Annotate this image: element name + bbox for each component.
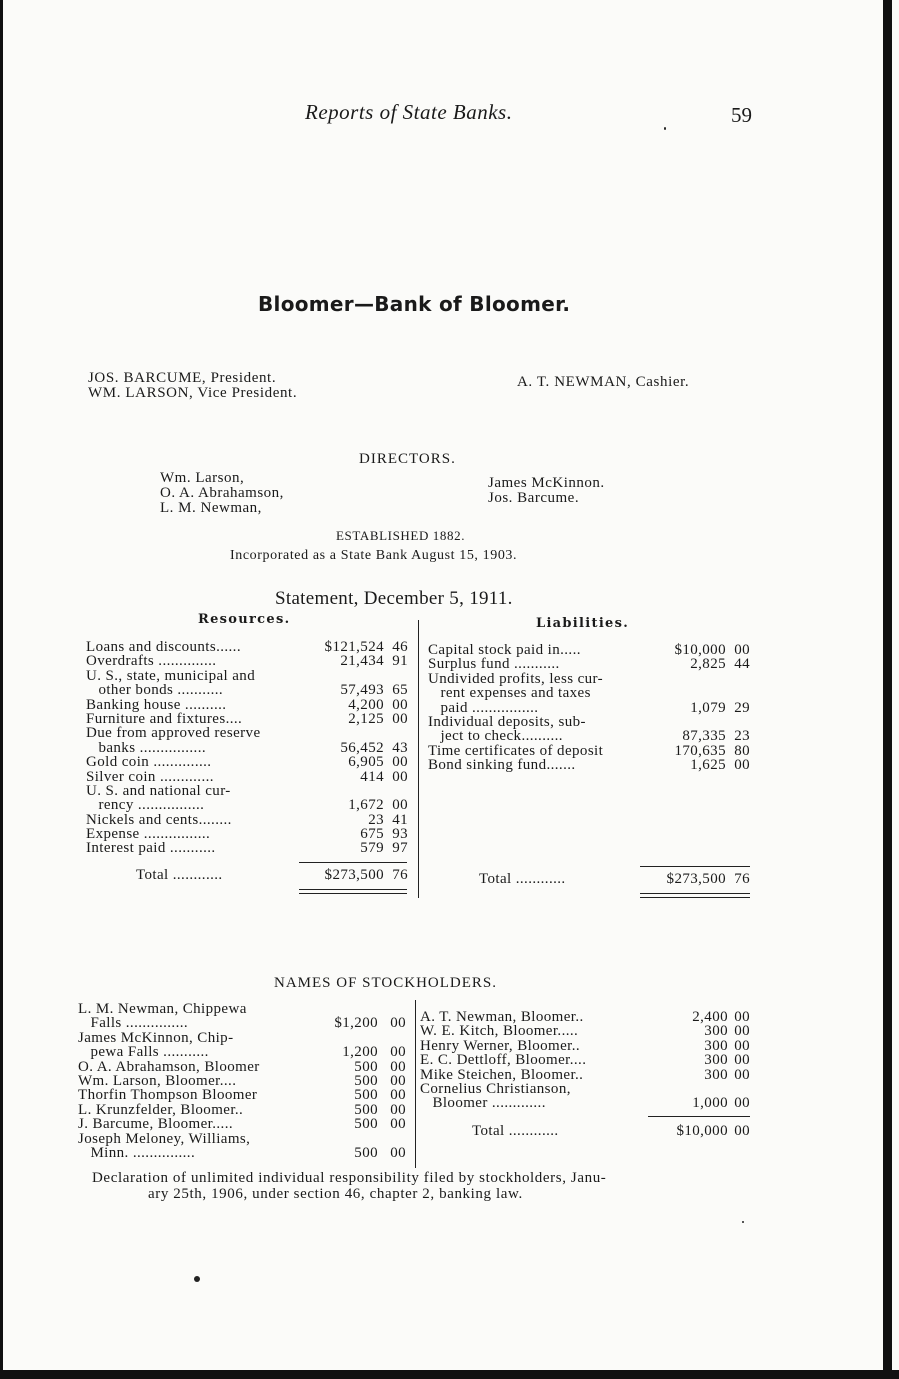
ledger-label: Undivided profits, less cur- xyxy=(428,670,604,687)
stockholders-left-list xyxy=(78,1002,408,1160)
ledger-label: Overdrafts .............. xyxy=(86,653,217,670)
resources-total-label: Total ............ xyxy=(136,867,223,883)
ledger-row xyxy=(428,715,754,729)
ledger-cents: 00 xyxy=(734,1009,750,1025)
ledger-row xyxy=(78,1074,408,1088)
ledger-amount: 300 xyxy=(704,1023,728,1040)
ledger-label: Due from approved reserve xyxy=(86,725,261,742)
liabilities-total-cents: 76 xyxy=(734,871,750,887)
bank-title: Bloomer—Bank of Bloomer. xyxy=(258,292,571,316)
stockholders-total-amount: $10,000 xyxy=(676,1123,728,1139)
ledger-label: Interest paid ........... xyxy=(86,840,216,857)
ledger-label: Bond sinking fund....... xyxy=(428,757,576,774)
ledger-amount: 414 xyxy=(360,768,384,785)
ledger-label: paid ................ xyxy=(428,699,539,716)
ledger-row xyxy=(420,1039,750,1053)
ledger-amount: 500 xyxy=(354,1116,378,1133)
ledger-cents: 43 xyxy=(392,739,408,756)
ledger-label: E. C. Dettloff, Bloomer.... xyxy=(420,1052,587,1069)
ledger-cents: 00 xyxy=(734,1052,750,1069)
ledger-amount: $1,200 xyxy=(334,1015,378,1032)
ledger-amount: 500 xyxy=(354,1087,378,1104)
ledger-row xyxy=(86,798,412,812)
declaration-line-1: Declaration of unlimited individual responsibility filed by stockholders, Janu- xyxy=(92,1170,607,1186)
ledger-cents: 00 xyxy=(392,710,408,727)
ledger-label: Bloomer ............. xyxy=(420,1095,546,1112)
ledger-row xyxy=(86,654,412,668)
officer-cashier: A. T. NEWMAN, Cashier. xyxy=(517,374,690,390)
ledger-row xyxy=(78,1088,408,1102)
ledger-cents: 65 xyxy=(392,682,408,699)
ledger-label: Time certificates of deposit xyxy=(428,742,604,759)
liabilities-total-label: Total ............ xyxy=(479,871,566,887)
ledger-amount: 1,200 xyxy=(342,1044,378,1061)
ink-speck xyxy=(194,1276,200,1282)
ledger-row xyxy=(420,1010,750,1024)
ledger-cents: 00 xyxy=(734,1037,750,1054)
ledger-cents: 41 xyxy=(392,811,408,828)
stockholders-heading: NAMES OF STOCKHOLDERS. xyxy=(274,975,498,991)
ledger-cents: 00 xyxy=(734,1023,750,1040)
ledger-cents: 00 xyxy=(392,797,408,814)
ledger-row xyxy=(86,698,412,712)
ledger-row xyxy=(78,1103,408,1117)
ledger-cents: 00 xyxy=(390,1058,406,1075)
ledger-row xyxy=(78,1146,408,1160)
ledger-cents: 44 xyxy=(734,656,750,673)
ledger-amount: 56,452 xyxy=(340,739,384,756)
liabilities-list xyxy=(428,643,754,773)
ledger-label: Surplus fund ........... xyxy=(428,656,560,673)
ledger-amount: 170,635 xyxy=(674,742,726,759)
ledger-cents: 00 xyxy=(734,757,750,774)
ledger-label: other bonds ........... xyxy=(86,682,224,699)
scan-edge-right xyxy=(883,0,892,1379)
resources-heading: Resources. xyxy=(198,612,291,627)
ledger-label: Furniture and fixtures.... xyxy=(86,710,243,727)
ledger-row xyxy=(78,1016,408,1030)
ledger-cents: 00 xyxy=(392,696,408,713)
resources-total-rule-double xyxy=(299,889,407,890)
ledger-amount: 1,079 xyxy=(690,699,726,716)
ledger-amount: $121,524 xyxy=(324,639,384,655)
ledger-amount: 2,400 xyxy=(692,1009,728,1025)
statement-column-divider xyxy=(418,620,419,898)
ledger-cents: 80 xyxy=(734,742,750,759)
liabilities-heading: Liabilities. xyxy=(536,616,630,631)
ledger-row xyxy=(428,744,754,758)
ledger-amount: 87,335 xyxy=(682,728,726,745)
ledger-row xyxy=(86,669,412,683)
liabilities-total-rule-top xyxy=(640,866,750,867)
ledger-amount: 1,000 xyxy=(692,1095,728,1112)
ledger-row xyxy=(78,1132,408,1146)
ledger-label: Wm. Larson, Bloomer.... xyxy=(78,1072,237,1089)
ledger-amount: 300 xyxy=(704,1052,728,1069)
ledger-row xyxy=(86,726,412,740)
liabilities-total-rule-double xyxy=(640,893,750,894)
ledger-label: banks ................ xyxy=(86,739,206,756)
ledger-row xyxy=(420,1068,750,1082)
incorporated-line: Incorporated as a State Bank August 15, 1903. xyxy=(230,548,518,563)
ledger-row xyxy=(86,784,412,798)
established-line: ESTABLISHED 1882. xyxy=(336,528,466,543)
ledger-cents: 00 xyxy=(390,1101,406,1118)
ledger-label: Cornelius Christianson, xyxy=(420,1080,571,1097)
ledger-label: Joseph Meloney, Williams, xyxy=(78,1130,251,1147)
ledger-cents: 29 xyxy=(734,699,750,716)
ledger-label: Banking house .......... xyxy=(86,696,227,713)
ledger-cents: 00 xyxy=(390,1087,406,1104)
ink-speck xyxy=(742,1221,744,1223)
ledger-amount: 4,200 xyxy=(348,696,384,713)
ledger-label: rency ................ xyxy=(86,797,205,814)
ledger-amount: 57,493 xyxy=(340,682,384,699)
ledger-row xyxy=(428,758,754,772)
officer-vice-president: WM. LARSON, Vice President. xyxy=(88,385,298,401)
ledger-cents: 91 xyxy=(392,653,408,670)
ledger-cents: 93 xyxy=(392,826,408,843)
ledger-row xyxy=(86,683,412,697)
officer-president: JOS. BARCUME, President. xyxy=(88,370,277,386)
ledger-label: Thorfin Thompson Bloomer xyxy=(78,1087,258,1104)
ledger-amount: 500 xyxy=(354,1072,378,1089)
ledger-amount: 579 xyxy=(360,840,384,857)
page-number: 59 xyxy=(731,103,752,127)
ledger-cents: 00 xyxy=(392,768,408,785)
ledger-label: ject to check.......... xyxy=(428,728,563,745)
ledger-row xyxy=(86,841,412,855)
ledger-row xyxy=(420,1096,750,1110)
stockholders-column-divider xyxy=(415,1000,416,1168)
ledger-row xyxy=(420,1024,750,1038)
ledger-row xyxy=(86,755,412,769)
ledger-amount: 500 xyxy=(354,1101,378,1118)
ledger-row xyxy=(86,712,412,726)
director-name: Jos. Barcume. xyxy=(488,490,580,506)
ledger-cents: 00 xyxy=(390,1015,406,1032)
ledger-row xyxy=(86,827,412,841)
ledger-cents: 00 xyxy=(390,1044,406,1061)
ledger-label: W. E. Kitch, Bloomer..... xyxy=(420,1023,579,1040)
ledger-row xyxy=(428,686,754,700)
ledger-cents: 00 xyxy=(734,642,750,658)
ledger-label: U. S., state, municipal and xyxy=(86,667,256,684)
ledger-label: Gold coin .............. xyxy=(86,754,212,771)
ledger-cents: 00 xyxy=(392,754,408,771)
ledger-amount: 300 xyxy=(704,1037,728,1054)
ledger-amount: 500 xyxy=(354,1144,378,1161)
ledger-row xyxy=(86,741,412,755)
ledger-label: Silver coin ............. xyxy=(86,768,214,785)
resources-list xyxy=(86,640,412,856)
director-name: Wm. Larson, xyxy=(160,470,245,486)
ledger-row xyxy=(428,729,754,743)
liabilities-total-rule-double xyxy=(640,897,750,898)
ledger-amount: 23 xyxy=(368,811,384,828)
ledger-label: A. T. Newman, Bloomer.. xyxy=(420,1009,584,1025)
director-name: L. M. Newman, xyxy=(160,500,262,516)
ledger-label: Individual deposits, sub- xyxy=(428,713,586,730)
ledger-label: Capital stock paid in..... xyxy=(428,642,581,658)
ledger-label: L. M. Newman, Chippewa xyxy=(78,1001,247,1017)
scan-edge-bottom xyxy=(0,1370,899,1379)
resources-total-cents: 76 xyxy=(392,867,408,883)
liabilities-total-amount: $273,500 xyxy=(666,871,726,887)
ledger-row xyxy=(78,1060,408,1074)
resources-total-rule-top xyxy=(299,862,407,863)
ledger-row xyxy=(428,657,754,671)
ledger-cents: 00 xyxy=(390,1072,406,1089)
ledger-row xyxy=(420,1053,750,1067)
scan-edge-left xyxy=(0,0,3,1379)
stockholders-total-cents: 00 xyxy=(734,1123,750,1139)
directors-heading: DIRECTORS. xyxy=(359,451,456,467)
ledger-label: Expense ................ xyxy=(86,826,211,843)
declaration-line-2: ary 25th, 1906, under section 46, chapter 2, banking law. xyxy=(148,1186,523,1202)
ledger-row xyxy=(78,1045,408,1059)
ledger-amount: 1,625 xyxy=(690,757,726,774)
ledger-row xyxy=(78,1002,408,1016)
ledger-label: O. A. Abrahamson, Bloomer xyxy=(78,1058,260,1075)
ledger-amount: $10,000 xyxy=(674,642,726,658)
ledger-amount: 2,825 xyxy=(690,656,726,673)
ledger-row xyxy=(86,770,412,784)
ledger-row xyxy=(78,1031,408,1045)
stockholders-total-label: Total ............ xyxy=(472,1123,559,1139)
ledger-label: rent expenses and taxes xyxy=(428,685,591,702)
ledger-row xyxy=(428,672,754,686)
ledger-cents: 00 xyxy=(390,1116,406,1133)
director-name: James McKinnon. xyxy=(488,475,605,491)
ledger-label: Falls ............... xyxy=(78,1015,189,1032)
ledger-label: Henry Werner, Bloomer.. xyxy=(420,1037,580,1054)
ink-speck xyxy=(664,127,666,130)
directors-left-list xyxy=(160,471,284,516)
ledger-row xyxy=(428,701,754,715)
ledger-cents: 00 xyxy=(734,1095,750,1112)
ledger-label: James McKinnon, Chip- xyxy=(78,1029,234,1046)
running-head: Reports of State Banks. xyxy=(305,100,513,124)
ledger-label: Minn. ............... xyxy=(78,1144,196,1161)
resources-total-amount: $273,500 xyxy=(324,867,384,883)
stockholders-right-list xyxy=(420,1010,750,1111)
ledger-cents: 00 xyxy=(390,1144,406,1161)
ledger-cents: 46 xyxy=(392,639,408,655)
ledger-label: J. Barcume, Bloomer..... xyxy=(78,1116,233,1133)
stockholders-total-rule xyxy=(648,1116,750,1117)
ledger-cents: 97 xyxy=(392,840,408,857)
ledger-label: pewa Falls ........... xyxy=(78,1044,209,1061)
ledger-amount: 500 xyxy=(354,1058,378,1075)
ledger-amount: 675 xyxy=(360,826,384,843)
ledger-label: L. Krunzfelder, Bloomer.. xyxy=(78,1101,244,1118)
ledger-label: Mike Steichen, Bloomer.. xyxy=(420,1066,584,1083)
ledger-label: Loans and discounts...... xyxy=(86,639,241,655)
ledger-amount: 1,672 xyxy=(348,797,384,814)
directors-right-list xyxy=(488,476,605,506)
ledger-row xyxy=(86,640,412,654)
ledger-amount: 300 xyxy=(704,1066,728,1083)
ledger-cents: 23 xyxy=(734,728,750,745)
statement-title: Statement, December 5, 1911. xyxy=(275,588,513,609)
director-name: O. A. Abrahamson, xyxy=(160,485,284,501)
ledger-label: Nickels and cents........ xyxy=(86,811,232,828)
ledger-cents: 00 xyxy=(734,1066,750,1083)
ledger-amount: 21,434 xyxy=(340,653,384,670)
resources-total-rule-double xyxy=(299,893,407,894)
ledger-row xyxy=(420,1082,750,1096)
ledger-label: U. S. and national cur- xyxy=(86,782,231,799)
ledger-row xyxy=(428,643,754,657)
ledger-amount: 6,905 xyxy=(348,754,384,771)
ledger-row xyxy=(78,1117,408,1131)
ledger-amount: 2,125 xyxy=(348,710,384,727)
ledger-row xyxy=(86,813,412,827)
